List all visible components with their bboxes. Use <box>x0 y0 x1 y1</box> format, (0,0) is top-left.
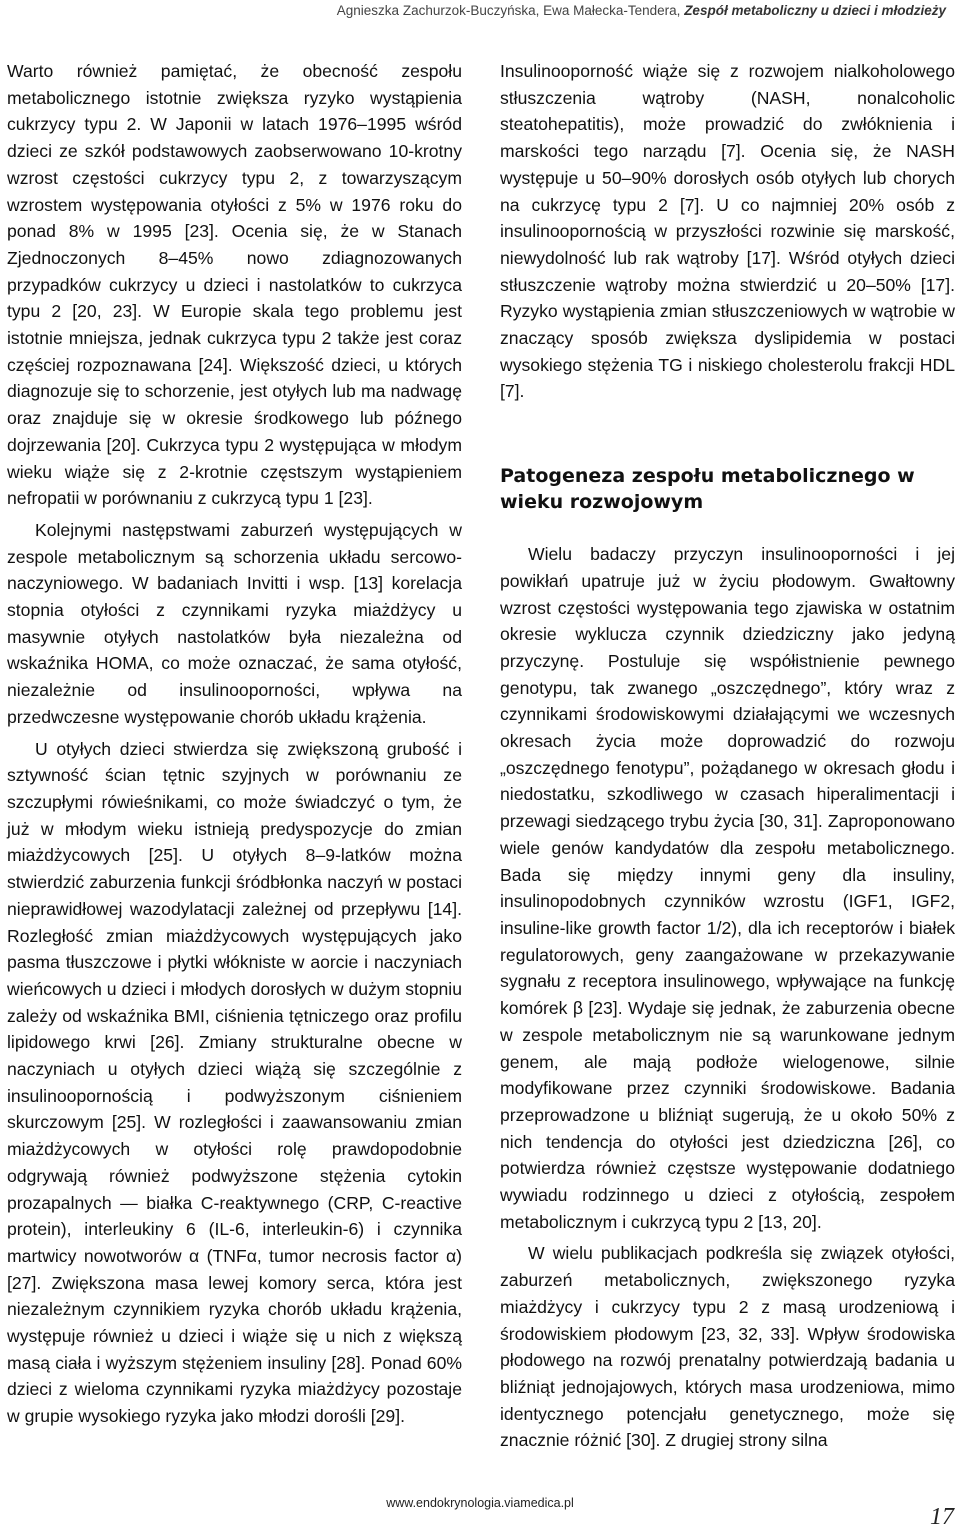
section-heading: Patogeneza zespołu metabolicznego w wieku rozwojowym <box>500 465 915 514</box>
page-number: 17 <box>930 1504 954 1530</box>
right-column <box>500 58 955 1454</box>
header-authors: Agnieszka Zachurzok-Buczyńska, Ewa Małecka-Tendera, <box>336 3 685 18</box>
header-title: Zespół metaboliczny u dzieci i młodzieży <box>684 3 946 18</box>
right-intro-paragraph: Insulinooporność wiąże się z rozwojem nialkoholowego stłuszczenia wątroby (NASH, nonalcoholic steatohepatitis), może prowadzić do zwłóknienia i marskości tego narządu [7]. Ocenia się, że NASH występuje u 50–90% dorosłych osób otyłych lub chorych na cukrzycę typu 2 [7]. U co najmniej 20% osób z insulinoopornością w przyszłości rozwinie się marskość, niewydolność lub rak wątroby [17]. Wśród otyłych dzieci stłuszczenie wątroby można stwierdzić u 20–50% [17]. Ryzyko wystąpienia zmian stłuszczeniowych w wątrobie w znaczący sposób zwiększa dyslipidemia w postaci wysokiego stężenia TG i niskiego cholesterolu frakcji HDL [7]. <box>500 61 955 402</box>
left-paragraph-1: Warto również pamiętać, że obecność zespołu metabolicznego istotnie zwiększa ryzyko wystąpienia cukrzycy typu 2. W Japonii w latach 1976–1995 wśród dzieci ze szkół podstawowych zaobserwowano 10-krotny wzrost częstości cukrzycy typu 2, z towarzyszącym wzrostem występowania otyłości z 5% w 1976 roku do ponad 8% w 1995 [23]. Ocenia się, że w Stanach Zjednoczonych 8–45% nowo zdiagnozowanych przypadków cukrzycy u dzieci i nastolatków to cukrzyca typu 2 [20, 23]. W Europie skala tego problemu jest istotnie mniejsza, jednak cukrzyca typu 2 także jest coraz częściej rozpoznawana [24]. Większość dzieci, u których diagnozuje się to schorzenie, jest otyłych lub ma nadwagę oraz znajduje się w okresie środkowego lub późnego dojrzewania [20]. Cukrzyca typu 2 występująca w młodym wieku wiąże się z 2-krotnie częstszym wystąpieniem nefropatii w porównaniu z cukrzycą typu 1 [23]. <box>7 61 462 509</box>
right-paragraph-2: W wielu publikacjach podkreśla się związek otyłości, zaburzeń metabolicznych, zwiększonego ryzyka miażdżycy i cukrzycy typu 2 z masą urodzeniową i środowiskiem płodowym [23, 32, 33]. Wpływ środowiska płodowego na rozwój prenatalny potwierdzają badania u bliźniąt jednojajowych, których masa urodzeniowa, mimo identycznego potencjału genetycznego, może się znacznie różnić [30]. Z drugiej strony silna <box>500 1243 955 1451</box>
running-header <box>337 3 946 18</box>
footer-url: www.endokrynologia.viamedica.pl <box>386 1496 574 1510</box>
left-paragraph-3: U otyłych dzieci stwierdza się zwiększoną grubość i sztywność ścian tętnic szyjnych w porównaniu ze szczupłymi rówieśnikami, co może świadczyć o tym, że już w młodym wieku istnieją predyspozycje do zmian miażdżycowych [25]. U otyłych 8–9-latków można stwierdzić zaburzenia funkcji śródbłonka naczyń w postaci nieprawidłowej wazodylatacji zależnej od przepływu [14]. Rozległość zmian miażdżycowych występujących jako pasma tłuszczowe i płytki włókniste w aorcie i naczyniach wieńcowych u dzieci i młodych dorosłych w dużym stopniu zależy od wskaźnika BMI, ciśnienia tętniczego oraz profilu lipidowego krwi [26]. Zmiany strukturalne obecne w naczyniach u otyłych dzieci wiążą się szczególnie z insulinoopornością i podwyższonym ciśnieniem skurczowym [25]. W rozległości i zaawansowaniu zmian miażdżycowych w otyłości rolę prawdopodobnie odgrywają również podwyższone stężenia cytokin prozapalnych — białka C-reaktywnego (CRP, C-reactive protein), interleukiny 6 (IL-6, interleukin-6) i czynnika martwicy nowotworów α (TNFα, tumor necrosis factor α) [27]. Zwiększona masa lewej komory serca, która jest niezależnym czynnikiem ryzyka chorób układu krążenia, występuje również u dzieci i wiąże się u nich z większą masą ciała i wyższym stężeniem insuliny [28]. Ponad 60% dzieci z wieloma czynnikami ryzyka miażdżycy pozostaje w grupie wysokiego ryzyka jako młodzi dorośli [29]. <box>7 738 462 1427</box>
left-paragraph-2: Kolejnymi następstwami zaburzeń występujących w zespole metabolicznym są schorzenia układu sercowo-naczyniowego. W badaniach Invitti i wsp. [13] korelacja stopnia otyłości z czynnikami ryzyka miażdżycy u masywnie otyłych nastolatków była niezależna od wskaźnika HOMA, co może oznaczać, że sama otyłość, niezależnie od insulinooporności, wpływa na przedwczesne występowanie chorób układu krążenia. <box>7 519 462 727</box>
left-column <box>7 58 462 1430</box>
right-paragraph-1: Wielu badaczy przyczyn insulinooporności i jej powikłań upatruje już w życiu płodowym. Gwałtowny wzrost częstości występowania tego zjawiska w ostatnim okresie wyklucza czynnik dziedziczny jako jedyną przyczynę. Postuluje się współistnienie pewnego genotypu, tak zwanego „oszczędnego”, który wraz z czynnikami środowiskowymi działającymi we wczesnych okresach życia może doprowadzić do rozwoju „oszczędnego fenotypu”, pożądanego w okresach głodu i niedostatku, szkodliwego w czasach hiperalimentacji i przewagi siedzącego trybu życia [30, 31]. Zaproponowano wiele genów kandydatów dla zespołu metabolicznego. Bada się między innymi geny dla insuliny, insulinopodobnych czynników wzrostu (IGF1, IGF2, insuline-like growth factor 1/2), dla ich receptorów i białek regulatorowych, geny zaangażowane w przekazywanie sygnału z receptora insulinowego, wpływające na funkcję komórek β [23]. Wydaje się jednak, że zaburzenia obecne w zespole metabolicznym nie są warunkowane jednym genem, ale mają podłoże wielogenowe, silnie modyfikowane przez czynniki środowiskowe. Badania przeprowadzone u bliźniąt sugerują, że u około 50% z nich tendencja do otyłości jest dziedziczna [26], co potwierdza również częstsze występowanie dodatniego wywiadu rodzinnego u dzieci z otyłością, zespołem metabolicznym i cukrzycą typu 2 [13, 20]. <box>500 544 955 1232</box>
